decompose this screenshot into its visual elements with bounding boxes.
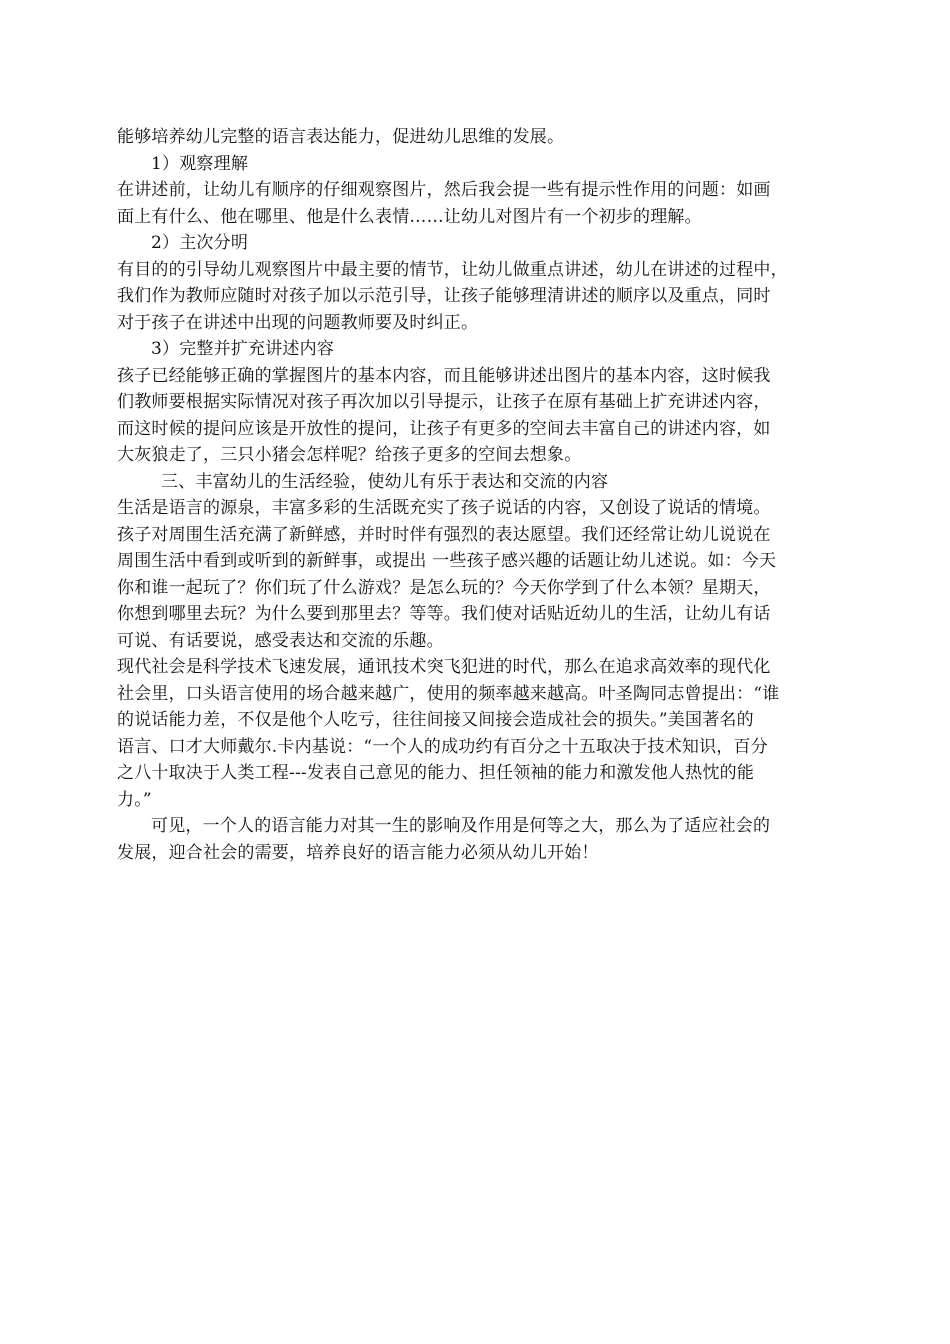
text-line: 周围生活中看到或听到的新鲜事，或提出 一些孩子感兴趣的话题让幼儿述说。如：今天	[117, 551, 777, 571]
text-line: 你想到哪里去玩？为什么要到那里去？等等。我们使对话贴近幼儿的生活，让幼儿有话	[117, 604, 771, 624]
text-line: 孩子对周围生活充满了新鲜感，并时时伴有强烈的表达愿望。我们还经常让幼儿说说在	[117, 524, 771, 545]
subheading-priority: 2）主次分明	[151, 233, 249, 253]
text-line: 有目的的引导幼儿观察图片中最主要的情节，让幼儿做重点讲述，幼儿在讲述的过程中，	[117, 259, 788, 280]
text-line: 社会里，口头语言使用的场合越来越广，使用的频率越来越高。叶圣陶同志曾提出：“谁	[117, 683, 780, 704]
text-line: 能够培养幼儿完整的语言表达能力，促进幼儿思维的发展。	[117, 127, 565, 147]
text-line: 孩子已经能够正确的掌握图片的基本内容，而且能够讲述出图片的基本内容，这时候我	[117, 365, 771, 386]
text-line: 可说、有话要说，感受表达和交流的乐趣。	[117, 630, 444, 651]
text-line: 大灰狼走了，三只小猪会怎样呢？给孩子更多的空间去想象。	[117, 445, 582, 465]
subheading-complete: 3）完整并扩充讲述内容	[151, 339, 335, 359]
text-line: 之八十取决于人类工程---发表自己意见的能力、担任领袖的能力和激发他人热忱的能	[117, 763, 755, 783]
text-line: 力。”	[117, 789, 152, 810]
subheading-observe: 1）观察理解	[151, 153, 249, 174]
text-line: 发展，迎合社会的需要，培养良好的语言能力必须从幼儿开始！	[117, 842, 599, 863]
text-line: 我们作为教师应随时对孩子加以示范引导，让孩子能够理清讲述的顺序以及重点，同时	[117, 286, 771, 306]
text-line: 的说话能力差，不仅是他个人吃亏，往往间接又间接会造成社会的损失。”美国著名的	[117, 710, 754, 730]
text-line: 可见，一个人的语言能力对其一生的影响及作用是何等之大，那么为了适应社会的	[151, 816, 771, 836]
text-line: 语言、口才大师戴尔.卡内基说：“一个人的成功约有百分之十五取决于技术知识，百分	[117, 736, 768, 757]
text-line: 而这时候的提问应该是开放性的提问，让孩子有更多的空间去丰富自己的讲述内容，如	[117, 418, 771, 439]
text-line: 你和谁一起玩了？你们玩了什么游戏？是怎么玩的？今天你学到了什么本领？星期天，	[117, 577, 771, 598]
text-line: 在讲述前，让幼儿有顺序的仔细观察图片，然后我会提一些有提示性作用的问题：如画	[117, 180, 771, 200]
text-line: 现代社会是科学技术飞速发展，通讯技术突飞犯进的时代，那么在追求高效率的现代化	[117, 657, 771, 677]
document-page	[117, 124, 839, 866]
section-heading-three: 三、丰富幼儿的生活经验，使幼儿有乐于表达和交流的内容	[161, 471, 609, 492]
text-line: 们教师要根据实际情况对孩子再次加以引导提示，让孩子在原有基础上扩充讲述内容，	[117, 392, 771, 412]
text-line: 面上有什么、他在哪里、他是什么表情……让幼儿对图片有一个初步的理解。	[117, 206, 702, 227]
text-line: 生活是语言的源泉，丰富多彩的生活既充实了孩子说话的内容，又创设了说话的情境。	[117, 498, 771, 518]
text-line: 对于孩子在讲述中出现的问题教师要及时纠正。	[117, 312, 479, 333]
